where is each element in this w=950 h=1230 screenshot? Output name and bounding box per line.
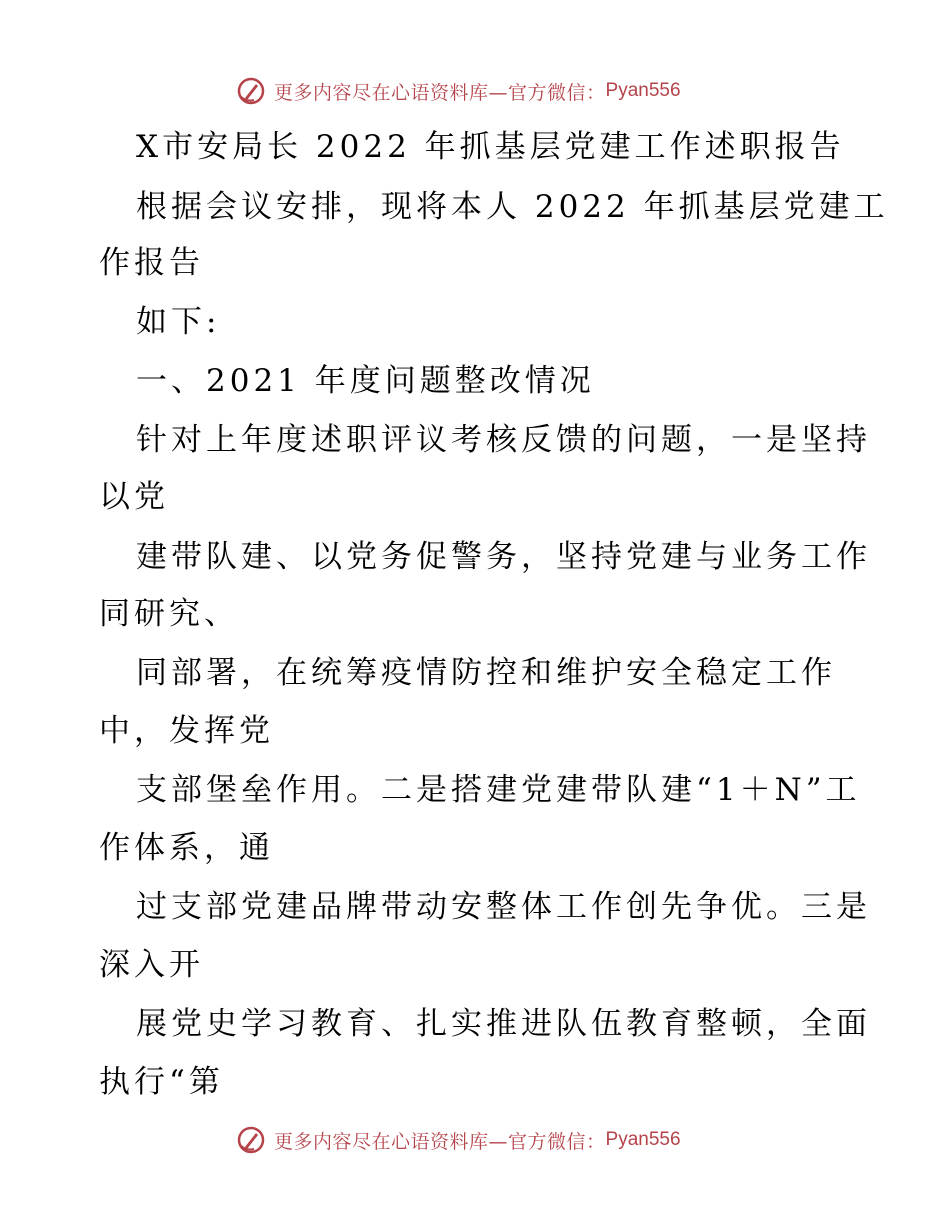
paragraph-line: 如下: <box>136 304 221 340</box>
watermark-text: 更多内容尽在心语资料库—官方微信： <box>274 81 606 104</box>
quill-pen-logo-icon <box>236 76 266 106</box>
paragraph-line: 深入开 <box>99 947 204 983</box>
paragraph-line: 执行“第 <box>99 1064 224 1100</box>
watermark-wechat-id: Pyan556 <box>605 80 681 101</box>
paragraph-line: 同部署，在统筹疫情防控和维护安全稳定工作 <box>136 655 836 691</box>
paragraph-line: 支部堡垒作用。二是搭建党建带队建“1＋N”工 <box>136 772 861 808</box>
paragraph-line: 展党史学习教育、扎实推进队伍教育整顿，全面 <box>136 1006 871 1042</box>
paragraph-line: 过支部党建品牌带动安整体工作创先争优。三是 <box>136 889 871 925</box>
paragraph-line: 建带队建、以党务促警务，坚持党建与业务工作 <box>136 539 871 575</box>
watermark-wechat-id: Pyan556 <box>605 1129 681 1150</box>
watermark-text: 更多内容尽在心语资料库—官方微信： <box>274 1130 606 1153</box>
document-title: X市安局长 2022 年抓基层党建工作述职报告 <box>136 129 845 165</box>
paragraph-line: 同研究、 <box>99 596 239 632</box>
paragraph-line: 作报告 <box>99 245 204 281</box>
quill-pen-logo-icon <box>236 1125 266 1155</box>
paragraph-line: 以党 <box>99 479 169 515</box>
paragraph-line: 中，发挥党 <box>99 713 274 749</box>
paragraph-line: 针对上年度述职评议考核反馈的问题，一是坚持 <box>136 422 871 458</box>
paragraph-line: 作体系，通 <box>99 830 274 866</box>
paragraph-line: 根据会议安排，现将本人 2022 年抓基层党建工 <box>136 189 889 225</box>
watermark-footer <box>236 1123 681 1157</box>
watermark-header <box>236 74 681 108</box>
section-heading: 一、2021 年度问题整改情况 <box>136 363 595 399</box>
